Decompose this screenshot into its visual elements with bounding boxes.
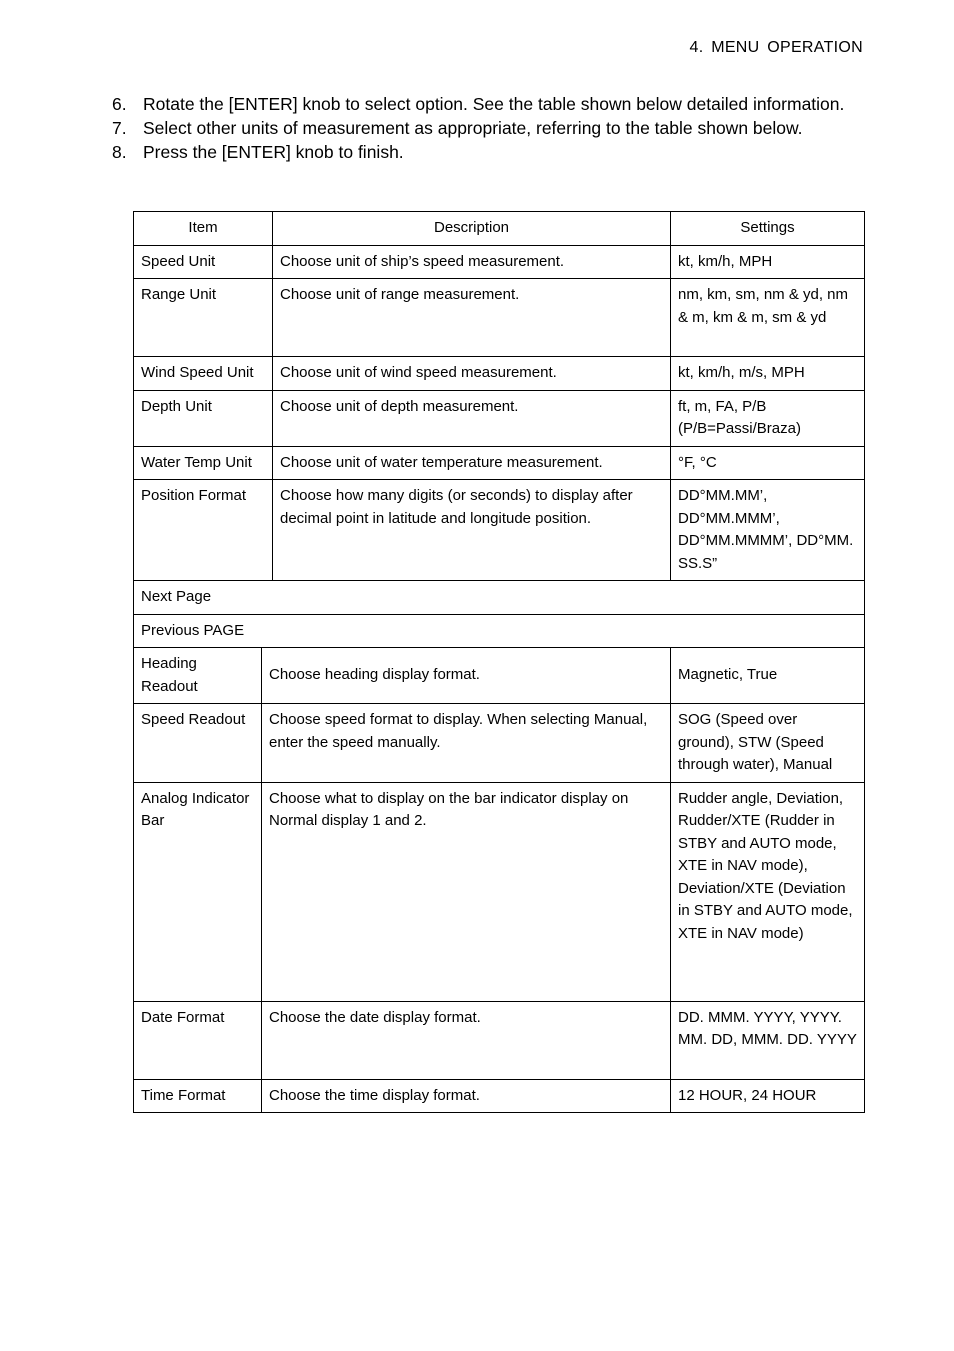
table-row <box>134 704 865 783</box>
table-row <box>134 648 865 704</box>
row-description: Choose unit of wind speed measurement. <box>273 357 671 391</box>
row-settings: nm, km, sm, nm & yd, nm & m, km & m, sm & yd <box>671 279 865 357</box>
row-description: Choose unit of range measurement. <box>273 279 671 357</box>
row-item: Date Format <box>134 1001 262 1079</box>
table-row <box>134 357 865 391</box>
table-row <box>134 279 865 357</box>
row-description: Choose unit of water temperature measurement. <box>273 446 671 480</box>
row-settings: DD. MMM. YYYY, YYYY. MM. DD, MMM. DD. YYYY <box>671 1001 865 1079</box>
row-item: Speed Readout <box>134 704 262 783</box>
row-description: Choose speed format to display. When selecting Manual, enter the speed manually. <box>262 704 671 783</box>
step-item <box>112 116 872 140</box>
step-item <box>112 92 872 116</box>
step-number: 6. <box>112 94 127 114</box>
table-row <box>134 480 865 581</box>
row-item: Range Unit <box>134 279 273 357</box>
table-row <box>134 1079 865 1113</box>
table-header-row <box>134 212 865 246</box>
row-settings: DD°MM.MM’, DD°MM.MMM’, DD°MM.MMMM’, DD°MM. SS.S” <box>671 480 865 581</box>
row-settings: Magnetic, True <box>671 648 865 704</box>
row-item: Depth Unit <box>134 390 273 446</box>
page-header: 4. MENU OPERATION <box>689 39 863 56</box>
previous-page-row <box>134 614 865 648</box>
row-settings: °F, °C <box>671 446 865 480</box>
row-settings: ft, m, FA, P/B (P/B=Passi/Braza) <box>671 390 865 446</box>
table-row <box>134 782 865 1001</box>
step-text: Press the [ENTER] knob to finish. <box>143 142 404 162</box>
row-item: Speed Unit <box>134 245 273 279</box>
table-row <box>134 1001 865 1079</box>
step-item <box>112 140 872 164</box>
step-number: 7. <box>112 118 127 138</box>
row-settings: kt, km/h, m/s, MPH <box>671 357 865 391</box>
header-item: Item <box>134 212 273 246</box>
table-row <box>134 390 865 446</box>
next-page-label: Next Page <box>134 581 865 615</box>
step-text: Rotate the [ENTER] knob to select option. See the table shown below detailed information. <box>143 94 845 114</box>
row-description: Choose what to display on the bar indicator display on Normal display 1 and 2. <box>262 782 671 1001</box>
row-item: Time Format <box>134 1079 262 1113</box>
row-settings: SOG (Speed over ground), STW (Speed through water), Manual <box>671 704 865 783</box>
instruction-steps <box>112 92 872 164</box>
next-page-row <box>134 581 865 615</box>
row-item: Heading Readout <box>134 648 262 704</box>
row-description: Choose how many digits (or seconds) to display after decimal point in latitude and longitude position. <box>273 480 671 581</box>
row-description: Choose unit of ship’s speed measurement. <box>273 245 671 279</box>
table-row <box>134 446 865 480</box>
header-description: Description <box>273 212 671 246</box>
row-item: Water Temp Unit <box>134 446 273 480</box>
units-settings-table <box>133 211 865 1113</box>
previous-page-label: Previous PAGE <box>134 614 865 648</box>
row-item: Position Format <box>134 480 273 581</box>
step-text: Select other units of measurement as appropriate, referring to the table shown below. <box>143 118 803 138</box>
row-settings: 12 HOUR, 24 HOUR <box>671 1079 865 1113</box>
step-number: 8. <box>112 142 127 162</box>
row-description: Choose the date display format. <box>262 1001 671 1079</box>
row-description: Choose heading display format. <box>262 648 671 704</box>
row-item: Analog Indicator Bar <box>134 782 262 1001</box>
row-description: Choose the time display format. <box>262 1079 671 1113</box>
row-settings: kt, km/h, MPH <box>671 245 865 279</box>
row-settings: Rudder angle, Deviation, Rudder/XTE (Rudder in STBY and AUTO mode, XTE in NAV mode), Deviation/XTE (Deviation in STBY and AUTO mode, XTE in NAV mode) <box>671 782 865 1001</box>
header-settings: Settings <box>671 212 865 246</box>
row-item: Wind Speed Unit <box>134 357 273 391</box>
row-description: Choose unit of depth measurement. <box>273 390 671 446</box>
table-row <box>134 245 865 279</box>
